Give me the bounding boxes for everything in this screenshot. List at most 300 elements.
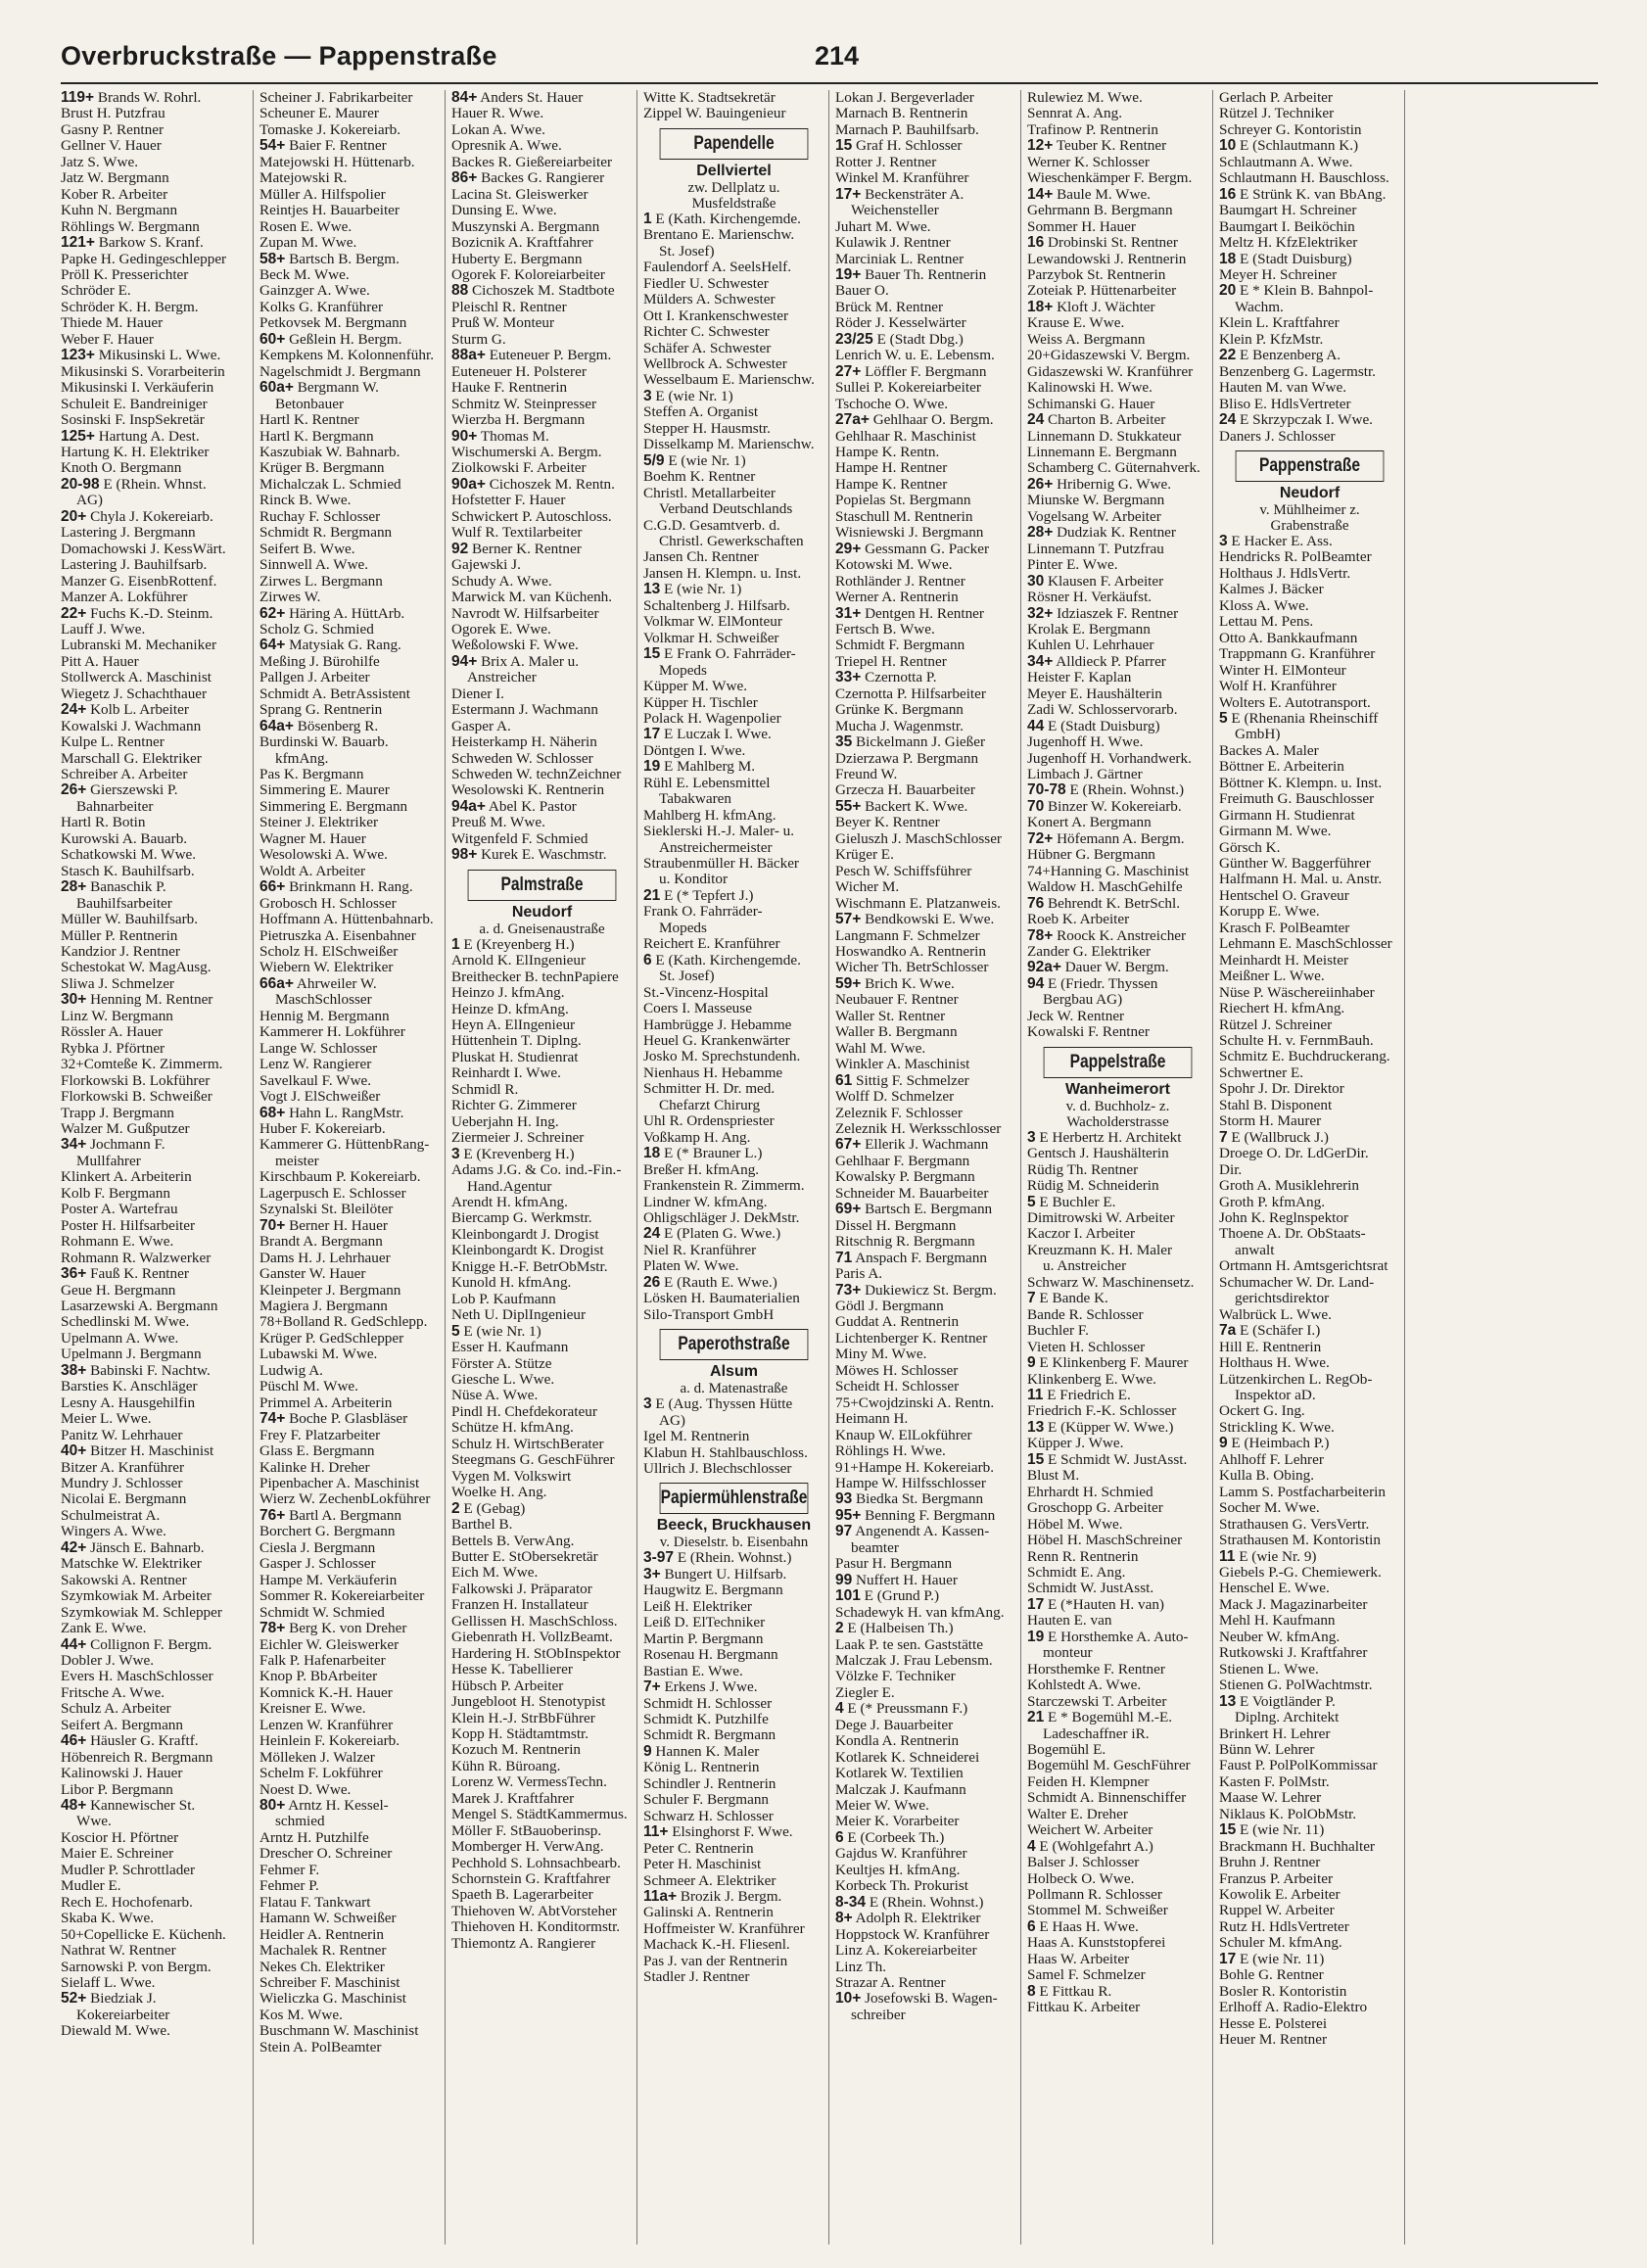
- directory-entry: Wieschenkämper F. Bergm.: [1027, 170, 1193, 187]
- directory-entry: Lob P. Kaufmann: [451, 1291, 556, 1307]
- directory-entry: Schmitter H. Dr. med.: [643, 1081, 776, 1098]
- directory-entry: Franzus P. Arbeiter: [1219, 1870, 1333, 1887]
- directory-entry: Grobosch H. Schlosser: [259, 895, 397, 912]
- directory-entry: 78+ Berg K. von Dreher: [259, 1621, 407, 1637]
- directory-entry: Bruhn J. Rentner: [1219, 1855, 1321, 1871]
- street-location: v. Dieselstr. b. Eisenbahn: [659, 1535, 809, 1551]
- directory-entry: Zirwes W.: [259, 590, 321, 606]
- directory-entry: Schuler M. kfmAng.: [1219, 1935, 1342, 1952]
- directory-entry: Klinkert A. Arbeiterin: [61, 1169, 192, 1186]
- directory-entry: 67+ Ellerik J. Wachmann: [835, 1137, 989, 1154]
- directory-entry: Rosenau H. Bergmann: [643, 1647, 778, 1664]
- entry-continuation: Bergbau AG): [1043, 992, 1123, 1009]
- directory-entry: 28+ Banaschik P.: [61, 879, 166, 896]
- directory-entry: Kreisner E. Wwe.: [259, 1701, 366, 1718]
- directory-entry: 92 Berner K. Rentner: [451, 541, 582, 557]
- directory-entry: 30+ Henning M. Rentner: [61, 992, 213, 1009]
- directory-entry: Rotter J. Rentner: [835, 154, 937, 170]
- directory-entry: Schuleit E. Bandreiniger: [61, 396, 208, 412]
- directory-entry: Pruß W. Monteur: [451, 315, 555, 332]
- directory-entry: Pindl H. Chefdekorateur: [451, 1403, 597, 1420]
- directory-entry: Strazar A. Rentner: [835, 1975, 946, 1992]
- directory-entry: 7 E Bande K.: [1027, 1291, 1108, 1307]
- directory-entry: Stahl B. Disponent: [1219, 1097, 1333, 1113]
- directory-entry: Polack H. Wagenpolier: [643, 710, 781, 727]
- directory-entry: Euteneuer H. Polsterer: [451, 363, 587, 380]
- directory-entry: Hoppstock W. Kranführer: [835, 1926, 990, 1943]
- directory-entry: C.G.D. Gesamtverb. d.: [643, 517, 780, 534]
- directory-entry: Sielaff L. Wwe.: [61, 1975, 156, 1992]
- directory-entry: Konert A. Bergmann: [1027, 815, 1152, 831]
- directory-entry: Krüger P. GedSchlepper: [259, 1330, 404, 1347]
- directory-entry: Röhlings H. Wwe.: [835, 1443, 946, 1460]
- directory-entry: Möwes H. Schlosser: [835, 1362, 959, 1379]
- entry-continuation: AG): [76, 493, 103, 509]
- column-7: [1212, 90, 1404, 2244]
- directory-entry: 20-98 E (Rhein. Whnst.: [61, 476, 207, 493]
- directory-entry: Falkowski J. Präparator: [451, 1581, 592, 1597]
- directory-entry: Zippel W. Bauingenieur: [643, 106, 786, 122]
- directory-entry: Lichtenberger K. Rentner: [835, 1330, 988, 1347]
- directory-entry: Maier E. Schreiner: [61, 1846, 174, 1863]
- directory-entry: Tomaske J. Kokereiarb.: [259, 121, 401, 138]
- directory-entry: Sarnowski P. von Bergm.: [61, 1959, 212, 1975]
- directory-entry: Ruchay F. Schlosser: [259, 508, 381, 525]
- directory-entry: Giebels P.-G. Chemiewerk.: [1219, 1564, 1382, 1581]
- column-3: [445, 90, 636, 2244]
- directory-entry: Wolf H. Kranführer: [1219, 679, 1337, 695]
- directory-entry: Meyer H. Schreiner: [1219, 266, 1338, 283]
- directory-entry: Hill E. Rentnerin: [1219, 1339, 1322, 1355]
- directory-entry: Hübner G. Bergmann: [1027, 847, 1155, 864]
- directory-entry: 95+ Benning F. Bergmann: [835, 1507, 996, 1524]
- entry-continuation: Mullfahrer: [76, 1153, 141, 1169]
- directory-entry: Storm H. Maurer: [1219, 1113, 1322, 1130]
- directory-entry: 6 E (Kath. Kirchengemde.: [643, 952, 801, 969]
- directory-entry: Marek J. Kraftfahrer: [451, 1790, 575, 1807]
- directory-entry: Hoffmeister W. Kranführer: [643, 1920, 805, 1937]
- directory-entry: 17 E Luczak I. Wwe.: [643, 727, 772, 743]
- directory-entry: 5/9 E (wie Nr. 1): [643, 452, 746, 469]
- directory-entry: 17+ Beckensträter A.: [835, 186, 965, 203]
- directory-entry: Tschoche O. Wwe.: [835, 396, 949, 412]
- directory-entry: Benzenberg G. Lagermstr.: [1219, 363, 1376, 380]
- directory-entry: Walbrück L. Wwe.: [1219, 1306, 1332, 1323]
- directory-entry: Reinhardt I. Wwe.: [451, 1065, 561, 1082]
- directory-entry: Stienen L. Wwe.: [1219, 1661, 1319, 1677]
- directory-entry: 21 E * Bogemühl M.-E.: [1027, 1710, 1173, 1726]
- directory-entry: Frey F. Platzarbeiter: [259, 1427, 381, 1443]
- directory-entry: Petkovsek M. Bergmann: [259, 315, 407, 332]
- directory-entry: Giesche L. Wwe.: [451, 1371, 555, 1388]
- directory-entry: Mengel S. StädtKammermus.: [451, 1807, 628, 1823]
- directory-entry: Heuer M. Rentner: [1219, 2032, 1328, 2049]
- directory-entry: Kotlarek W. Textilien: [835, 1766, 964, 1782]
- directory-entry: 58+ Bartsch B. Bergm.: [259, 251, 400, 267]
- directory-entry: Haas A. Kunststopferei: [1027, 1935, 1166, 1952]
- entry-continuation: Bauhilfsarbeiter: [76, 895, 172, 912]
- directory-entry: Mölleken J. Walzer: [259, 1749, 375, 1766]
- directory-entry: Burdinski W. Bauarb.: [259, 734, 389, 751]
- directory-entry: Rothländer J. Rentner: [835, 573, 965, 590]
- directory-entry: Walzer M. Gußputzer: [61, 1121, 190, 1137]
- directory-entry: Scheiner J. Fabrikarbeiter: [259, 90, 413, 106]
- directory-entry: Neubauer F. Rentner: [835, 992, 959, 1009]
- directory-entry: Wesolowski K. Rentnerin: [451, 782, 605, 799]
- directory-entry: Mudler P. Schrottlader: [61, 1862, 196, 1878]
- directory-entry: Ogorek E. Wwe.: [451, 621, 551, 638]
- directory-entry: 3-97 E (Rhein. Wohnst.): [643, 1550, 792, 1567]
- district-heading: Neudorf: [511, 903, 573, 921]
- district-heading: Alsum: [710, 1363, 758, 1381]
- directory-entry: 68+ Hahn L. RangMstr.: [259, 1105, 404, 1121]
- directory-entry: Knigge H.-F. BetrObMstr.: [451, 1258, 608, 1275]
- directory-entry: 119+ Brands W. Rohrl.: [61, 90, 202, 106]
- directory-entry: Girmann M. Wwe.: [1219, 824, 1332, 840]
- directory-entry: Zank E. Wwe.: [61, 1621, 147, 1637]
- directory-entry: Seifert A. Bergmann: [61, 1717, 183, 1733]
- directory-entry: 15 E (wie Nr. 11): [1219, 1822, 1325, 1839]
- directory-entry: 74+ Boche P. Glasbläser: [259, 1411, 408, 1428]
- directory-entry: 60a+ Bergmann W.: [259, 380, 379, 397]
- directory-entry: Schwickert P. Autoschloss.: [451, 508, 612, 525]
- directory-entry: 32+Comteße K. Zimmerm.: [61, 1057, 223, 1073]
- directory-entry: Pesch W. Schiffsführer: [835, 863, 972, 879]
- directory-entry: 99 Nuffert H. Hauer: [835, 1572, 958, 1588]
- directory-entry: 54+ Baier F. Rentner: [259, 138, 387, 155]
- directory-entry: Guddat A. Rentnerin: [835, 1314, 960, 1331]
- directory-entry: Hüttenhein T. Diplng.: [451, 1033, 582, 1050]
- directory-entry: 98+ Kurek E. Waschmstr.: [451, 847, 607, 864]
- directory-entry: Biercamp G. Werkmstr.: [451, 1210, 592, 1227]
- directory-entry: Miunske W. Bergmann: [1027, 493, 1165, 509]
- directory-entry: Kober R. Arbeiter: [61, 186, 168, 203]
- directory-entry: Klein L. Kraftfahrer: [1219, 315, 1340, 332]
- directory-entry: Schreyer G. Kontoristin: [1219, 121, 1362, 138]
- entry-continuation: beamter: [851, 1539, 899, 1556]
- directory-entry: Marschall G. Elektriker: [61, 750, 202, 767]
- directory-entry: Gasper J. Schlosser: [259, 1556, 376, 1573]
- directory-entry: Schelm F. Lokführer: [259, 1766, 383, 1782]
- directory-entry: Weber F. Hauer: [61, 331, 154, 348]
- directory-entry: Manzer A. Lokführer: [61, 590, 188, 606]
- entry-continuation: GmbH): [1235, 727, 1281, 743]
- directory-entry: Hesse E. Polsterei: [1219, 2015, 1328, 2032]
- directory-entry: Hauten E. van: [1027, 1613, 1112, 1630]
- directory-entry: Magiera J. Bergmann: [259, 1298, 388, 1314]
- directory-entry: Nüse P. Wäschereiinhaber: [1219, 984, 1375, 1001]
- entry-continuation: u. Konditor: [659, 872, 729, 888]
- directory-entry: Sommer R. Kokereiarbeiter: [259, 1588, 425, 1605]
- directory-entry: Huberty E. Bergmann: [451, 251, 583, 267]
- directory-entry: 97 Angenendt A. Kassen-: [835, 1524, 990, 1540]
- directory-entry: Pitt A. Hauer: [61, 653, 139, 670]
- directory-entry: Droege O. Dr. LdGerDir.: [1219, 1146, 1369, 1162]
- directory-entry: Kaczor I. Arbeiter: [1027, 1226, 1136, 1243]
- directory-entry: Heyn A. ElIngenieur: [451, 1017, 576, 1034]
- directory-entry: Heinze D. kfmAng.: [451, 1001, 569, 1017]
- directory-entry: Klein P. KfzMstr.: [1219, 331, 1324, 348]
- directory-entry: Schumacher W. Dr. Land-: [1219, 1274, 1375, 1291]
- directory-entry: Schreiber A. Arbeiter: [61, 767, 188, 783]
- directory-entry: Linz Th.: [835, 1959, 887, 1975]
- directory-entry: Fehmer F.: [259, 1862, 320, 1878]
- directory-entry: Meier W. Wwe.: [835, 1798, 929, 1815]
- directory-entry: Kulawik J. Rentner: [835, 235, 951, 252]
- column-8: [1404, 90, 1596, 2244]
- directory-entry: 59+ Brich K. Wwe.: [835, 975, 955, 992]
- directory-entry: Jungebloot H. Stenotypist: [451, 1694, 606, 1711]
- directory-entry: Komnick K.-H. Hauer: [259, 1684, 393, 1701]
- directory-entry: 88 Cichoszek M. Stadtbote: [451, 283, 615, 300]
- directory-entry: Kaszubiak W. Bahnarb.: [259, 444, 400, 460]
- directory-entry: Rosen E. Wwe.: [259, 218, 353, 235]
- directory-entry: Hartung K. H. Elektriker: [61, 444, 210, 460]
- directory-entry: Skaba K. Wwe.: [61, 1911, 155, 1927]
- directory-entry: Simmering E. Bergmann: [259, 798, 408, 815]
- directory-entry: Baumgart I. Beiköchin: [1219, 218, 1355, 235]
- directory-entry: Niel R. Kranführer: [643, 1242, 757, 1258]
- directory-entry: Mehl H. Kaufmann: [1219, 1613, 1336, 1630]
- directory-entry: Arntz H. Putzhilfe: [259, 1829, 369, 1846]
- directory-entry: Barsties K. Anschläger: [61, 1379, 198, 1395]
- directory-entry: Czernotta P. Hilfsarbeiter: [835, 685, 986, 702]
- directory-entry: Gentsch J. Haushälterin: [1027, 1146, 1169, 1162]
- directory-entry: Müller P. Rentnerin: [61, 927, 178, 944]
- directory-entry: Wieliczka G. Maschinist: [259, 1991, 406, 2008]
- directory-entry: 4 E (Wohlgefahrt A.): [1027, 1838, 1153, 1855]
- directory-entry: Halfmann H. Mal. u. Anstr.: [1219, 872, 1383, 888]
- directory-entry: 86+ Backes G. Rangierer: [451, 170, 605, 187]
- directory-entry: Gellner V. Hauer: [61, 138, 162, 155]
- directory-entry: Pietruszka A. Eisenbahner: [259, 927, 416, 944]
- directory-entry: 94a+ Abel K. Pastor: [451, 798, 577, 815]
- directory-entry: Florkowski B. Schweißer: [61, 1089, 212, 1106]
- directory-entry: Szymkowiak M. Schlepper: [61, 1604, 222, 1621]
- directory-entry: Zirwes L. Bergmann: [259, 573, 383, 590]
- directory-entry: Lastering J. Bauhilfsarb.: [61, 557, 208, 574]
- directory-entry: Martin P. Bergmann: [643, 1630, 764, 1647]
- directory-entry: Kolks G. Kranführer: [259, 299, 384, 315]
- directory-entry: Linnemann T. Putzfrau: [1027, 541, 1164, 557]
- entry-continuation: Weichensteller: [851, 203, 939, 219]
- directory-entry: Wiebern W. Elektriker: [259, 960, 394, 976]
- directory-entry: Schatkowski M. Wwe.: [61, 847, 197, 864]
- directory-entry: Bohle G. Rentner: [1219, 1967, 1324, 1984]
- directory-entry: Böttner K. Klempn. u. Inst.: [1219, 775, 1383, 791]
- directory-entry: Ueberjahn H. Ing.: [451, 1113, 559, 1130]
- directory-entry: Schedlinski M. Wwe.: [61, 1314, 190, 1331]
- directory-entry: Fittkau K. Arbeiter: [1027, 2000, 1141, 2016]
- directory-entry: Schudy A. Wwe.: [451, 573, 552, 590]
- directory-entry: 13 E (Küpper W. Wwe.): [1027, 1419, 1174, 1436]
- directory-entry: 20+ Chyla J. Kokereiarb.: [61, 508, 213, 525]
- directory-entry: Lettau M. Pens.: [1219, 614, 1314, 631]
- directory-entry: Heimann H.: [835, 1411, 909, 1428]
- directory-entry: Pipenbacher A. Maschinist: [259, 1475, 420, 1491]
- directory-entry: Rössler A. Hauer: [61, 1024, 164, 1041]
- directory-entry: Matschke W. Elektriker: [61, 1556, 202, 1573]
- directory-entry: Schulz A. Arbeiter: [61, 1701, 171, 1718]
- directory-entry: Lacina St. Gleiswerker: [451, 186, 588, 203]
- directory-entry: Kotlarek K. Schneiderei: [835, 1749, 980, 1766]
- directory-entry: Freund W.: [835, 767, 898, 783]
- entry-continuation: MaschSchlosser: [275, 992, 372, 1009]
- directory-entry: Kuhn N. Bergmann: [61, 203, 178, 219]
- entry-continuation: Mopeds: [659, 920, 707, 936]
- directory-entry: 91+Hampe H. Kokereiarb.: [835, 1459, 995, 1476]
- directory-entry: Groth P. kfmAng.: [1219, 1194, 1326, 1210]
- directory-entry: Ortmann H. Amtsgerichtsrat: [1219, 1258, 1388, 1275]
- directory-entry: 29+ Gessmann G. Packer: [835, 541, 990, 557]
- directory-entry: Juhart M. Wwe.: [835, 218, 931, 235]
- directory-entry: 2 E (Gebag): [451, 1500, 526, 1517]
- directory-entry: Lewandowski J. Rentnerin: [1027, 251, 1187, 267]
- directory-entry: 70-78 E (Rhein. Wohnst.): [1027, 782, 1185, 799]
- directory-entry: Bitzer A. Kranführer: [61, 1459, 185, 1476]
- entry-continuation: Ladeschaffner iR.: [1043, 1725, 1150, 1742]
- directory-entry: Dissel H. Bergmann: [835, 1217, 957, 1234]
- directory-entry: Hartl R. Botin: [61, 815, 146, 831]
- directory-entry: Winkler A. Maschinist: [835, 1057, 970, 1073]
- directory-entry: Dzierzawa P. Bergmann: [835, 750, 979, 767]
- directory-entry: Reintjes H. Bauarbeiter: [259, 203, 400, 219]
- entry-continuation: St. Josef): [659, 969, 715, 985]
- directory-entry: Ullrich J. Blechschlosser: [643, 1460, 792, 1477]
- directory-entry: Buschmann W. Maschinist: [259, 2023, 419, 2040]
- directory-entry: 14+ Baule M. Wwe.: [1027, 186, 1151, 203]
- directory-entry: 44+ Collignon F. Bergm.: [61, 1636, 212, 1653]
- directory-entry: 40+ Bitzer H. Maschinist: [61, 1443, 214, 1460]
- directory-entry: Rinck B. Wwe.: [259, 493, 352, 509]
- directory-entry: Lützenkirchen L. RegOb-: [1219, 1371, 1373, 1388]
- directory-entry: Schestokat W. MagAusg.: [61, 960, 212, 976]
- directory-entry: Linz W. Bergmann: [61, 1008, 173, 1024]
- directory-entry: Sturm G.: [451, 331, 506, 348]
- directory-entry: Richter G. Zimmerer: [451, 1098, 577, 1114]
- directory-entry: 75+Cwojdzinski A. Rentn.: [835, 1394, 995, 1411]
- directory-entry: Kalinowski H. Wwe.: [1027, 380, 1153, 397]
- directory-entry: Fiedler U. Schwester: [643, 275, 769, 292]
- directory-entry: Ziolkowski F. Arbeiter: [451, 460, 587, 477]
- street-location: a. d. Gneisenaustraße: [479, 921, 605, 937]
- directory-entry: Friedrich F.-K. Schlosser: [1027, 1403, 1177, 1420]
- directory-entry: Kulla B. Obing.: [1219, 1468, 1315, 1485]
- directory-entry: Brinkert H. Lehrer: [1219, 1725, 1331, 1742]
- directory-entry: Lindner W. kfmAng.: [643, 1194, 768, 1210]
- directory-entry: 8+ Adolph R. Elektriker: [835, 1911, 981, 1927]
- directory-entry: Rüdig Th. Rentner: [1027, 1161, 1139, 1178]
- directory-entry: 17 E (*Hauten H. van): [1027, 1596, 1164, 1613]
- entry-continuation: Bahnarbeiter: [76, 798, 154, 815]
- directory-entry: Krolak E. Bergmann: [1027, 621, 1151, 638]
- directory-entry: 71 Anspach F. Bergmann: [835, 1250, 987, 1266]
- directory-entry: Scheidt H. Schlosser: [835, 1379, 960, 1395]
- directory-entry: Groth A. Musiklehrerin: [1219, 1178, 1359, 1195]
- directory-entry: Szynalski St. Bleilöter: [259, 1202, 394, 1218]
- directory-columns: [61, 90, 1598, 2244]
- directory-entry: Hardering H. StObInspektor: [451, 1645, 621, 1662]
- directory-entry: Voßkamp H. Ang.: [643, 1129, 751, 1146]
- directory-entry: Lösken H. Baumaterialien: [643, 1291, 800, 1307]
- directory-entry: Kolb F. Bergmann: [61, 1185, 170, 1202]
- directory-entry: Schweden W. Schlosser: [451, 750, 593, 767]
- directory-entry: Strathausen G. VersVertr.: [1219, 1516, 1370, 1533]
- directory-entry: Hübsch P. Arbeiter: [451, 1677, 564, 1694]
- directory-entry: Kowalski J. Wachmann: [61, 718, 202, 734]
- directory-entry: Mikusinski S. Vorarbeiterin: [61, 363, 225, 380]
- directory-entry: Bliso E. HdlsVertreter: [1219, 396, 1351, 412]
- directory-entry: 3 E (Aug. Thyssen Hütte: [643, 1396, 793, 1413]
- entry-continuation: Christl. Gewerkschaften: [659, 533, 804, 549]
- directory-entry: Trappmann G. Kranführer: [1219, 646, 1376, 663]
- directory-entry: 46+ Häusler G. Kraftf.: [61, 1733, 199, 1750]
- directory-entry: Schmeer A. Elektriker: [643, 1872, 776, 1889]
- directory-entry: Rüdig M. Schneiderin: [1027, 1178, 1159, 1195]
- directory-entry: Jatz S. Wwe.: [61, 154, 139, 170]
- directory-entry: 38+ Babinski F. Nachtw.: [61, 1362, 211, 1379]
- directory-entry: Kloss A. Wwe.: [1219, 597, 1309, 614]
- directory-entry: Schmidt R. Bergmann: [643, 1727, 776, 1744]
- directory-entry: 30 Klausen F. Arbeiter: [1027, 573, 1164, 590]
- directory-entry: 26+ Hribernig G. Wwe.: [1027, 476, 1172, 493]
- directory-entry: Platen W. Wwe.: [643, 1258, 739, 1275]
- directory-entry: Dunsing E. Wwe.: [451, 203, 557, 219]
- directory-entry: Gerlach P. Arbeiter: [1219, 90, 1333, 106]
- directory-entry: Backes R. Gießereiarbeiter: [451, 154, 613, 170]
- directory-entry: Küpper M. Wwe.: [643, 679, 748, 695]
- directory-entry: Linz A. Kokereiarbeiter: [835, 1943, 977, 1960]
- directory-entry: Schwarz H. Schlosser: [643, 1808, 774, 1824]
- directory-entry: Boehm K. Rentner: [643, 469, 756, 486]
- directory-entry: Kasten F. PolMstr.: [1219, 1773, 1330, 1790]
- directory-entry: Pas K. Bergmann: [259, 767, 364, 783]
- district-heading: Neudorf: [1279, 484, 1341, 501]
- directory-entry: Hoffmann A. Hüttenbahnarb.: [259, 912, 434, 928]
- directory-entry: 20+Gidaszewski V. Bergm.: [1027, 348, 1191, 364]
- directory-entry: Stein A. PolBeamter: [259, 2039, 382, 2055]
- directory-entry: Kondla A. Rentnerin: [835, 1733, 960, 1750]
- directory-entry: Görsch K.: [1219, 839, 1281, 856]
- directory-entry: Sommer H. Hauer: [1027, 218, 1136, 235]
- page-header: [61, 37, 1598, 84]
- directory-entry: Spohr J. Dr. Direktor: [1219, 1081, 1344, 1098]
- directory-entry: Eichler W. Gleiswerker: [259, 1636, 400, 1653]
- directory-entry: 19 E Mahlberg M.: [643, 759, 755, 776]
- directory-entry: Hendricks R. PolBeamter: [1219, 549, 1372, 566]
- directory-entry: Kulpe L. Rentner: [61, 734, 165, 751]
- directory-entry: Lubranski M. Mechaniker: [61, 638, 217, 654]
- directory-entry: 121+ Barkow S. Kranf.: [61, 235, 204, 252]
- directory-entry: Igel M. Rentnerin: [643, 1429, 750, 1445]
- directory-entry: 55+ Backert K. Wwe.: [835, 798, 968, 815]
- directory-entry: Stepper H. Hausmstr.: [643, 420, 771, 437]
- directory-entry: 18+ Kloft J. Wächter: [1027, 299, 1155, 315]
- directory-entry: Eich M. Wwe.: [451, 1565, 539, 1582]
- directory-entry: Schlautmann H. Bauschloss.: [1219, 170, 1389, 187]
- directory-entry: Stommel M. Schweißer: [1027, 1903, 1168, 1919]
- directory-entry: Heinlein F. Kokereiarb.: [259, 1733, 400, 1750]
- directory-entry: Knoth O. Bergmann: [61, 460, 182, 477]
- directory-entry: 11+ Elsinghorst F. Wwe.: [643, 1824, 793, 1841]
- column-5: [828, 90, 1020, 2244]
- column-6: [1020, 90, 1212, 2244]
- directory-entry: Fehmer P.: [259, 1878, 319, 1895]
- directory-entry: Rohmann R. Walzwerker: [61, 1250, 212, 1266]
- directory-entry: 22+ Fuchs K.-D. Steinm.: [61, 605, 213, 622]
- directory-entry: 44 E (Stadt Duisburg): [1027, 718, 1160, 734]
- directory-entry: 94+ Brix A. Maler u.: [451, 653, 580, 670]
